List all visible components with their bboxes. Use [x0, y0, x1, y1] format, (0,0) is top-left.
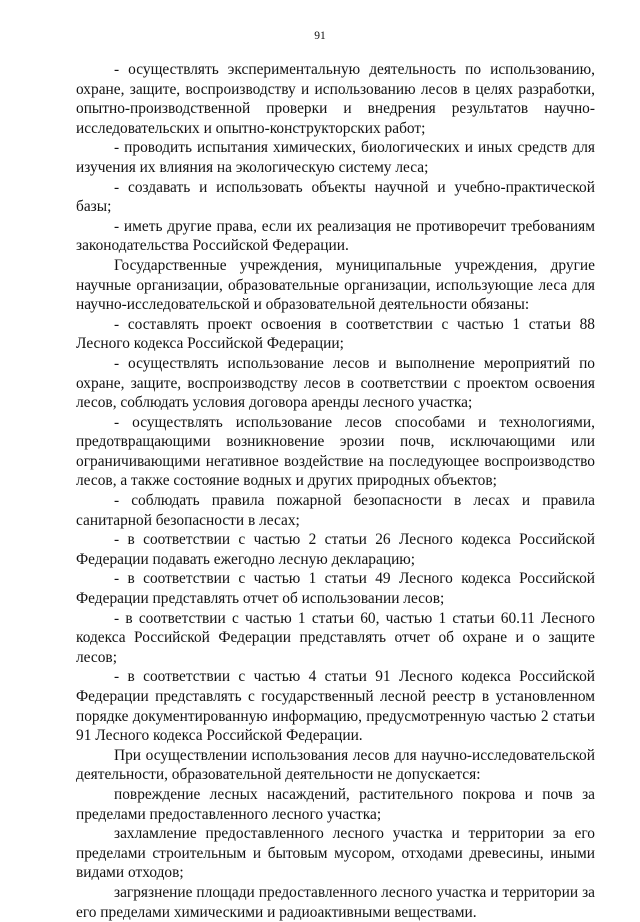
paragraph: - в соответствии с частью 1 статьи 60, частью 1 статьи 60.11 Лесного кодекса Российской Федерации представлять отчет об охране и о защите лесов; — [76, 609, 595, 666]
paragraph: - осуществлять использование лесов способами и технологиями, предотвращающими возникновение эрозии почв, исключающими или ограничивающими негативное воздействие на последующее воспроизводство лесов, а также состояние водных и других природных объектов; — [76, 413, 595, 490]
paragraph: Государственные учреждения, муниципальные учреждения, другие научные организации, образовательные организации, использующие леса для научно-исследовательской и образовательной деятельности обязаны: — [76, 256, 595, 314]
paragraph: - осуществлять экспериментальную деятельность по использованию, охране, защите, воспроизводству и использованию лесов в целях разработки, опытно-производственной проверки и внедрения результатов научно-исследовательских и опытно-конструкторских работ; — [76, 61, 595, 137]
paragraph: повреждение лесных насаждений, растительного покрова и почв за пределами предоставленного лесного участка; — [76, 785, 595, 823]
paragraph: - в соответствии с частью 1 статьи 49 Лесного кодекса Российской Федерации представлять отчет об использовании лесов; — [76, 570, 595, 608]
paragraph: - составлять проект освоения в соответствии с частью 1 статьи 88 Лесного кодекса Российской Федерации; — [76, 315, 595, 353]
paragraph: При осуществлении использования лесов для научно-исследовательской деятельности, образовательной деятельности не допускается: — [76, 746, 595, 784]
page-number: 91 — [314, 30, 326, 42]
paragraph: - иметь другие права, если их реализация не противоречит требованиям законодательства Российской Федерации. — [76, 217, 595, 255]
paragraph: захламление предоставленного лесного участка и территории за его пределами строительным и бытовым мусором, отходами древесины, иными видами отходов; — [76, 825, 595, 882]
paragraph: - создавать и использовать объекты научной и учебно-практической базы; — [76, 178, 595, 216]
paragraph: загрязнение площади предоставленного лесного участка и территории за его пределами химическими и радиоактивными веществами. — [76, 883, 595, 921]
paragraph: - в соответствии с частью 4 статьи 91 Лесного кодекса Российской Федерации представлять с государственный лесной реестр в установленном порядке документированную информацию, предусмотренную частью 2 статьи 91 Лесного кодекса Российской Федерации. — [76, 668, 595, 745]
paragraph: - соблюдать правила пожарной безопасности в лесах и правила санитарной безопасности в лесах; — [76, 492, 595, 529]
paragraph: - в соответствии с частью 2 статьи 26 Лесного кодекса Российской Федерации подавать ежегодно лесную декларацию; — [76, 531, 595, 568]
document-body — [76, 60, 595, 922]
paragraph: - осуществлять использование лесов и выполнение мероприятий по охране, защите, воспроизводству лесов в соответствии с проектом освоения лесов, соблюдать условия договора аренды лесного участка; — [76, 354, 595, 412]
paragraph: - проводить испытания химических, биологических и иных средств для изучения их влияния на экологическую систему леса; — [76, 139, 595, 176]
